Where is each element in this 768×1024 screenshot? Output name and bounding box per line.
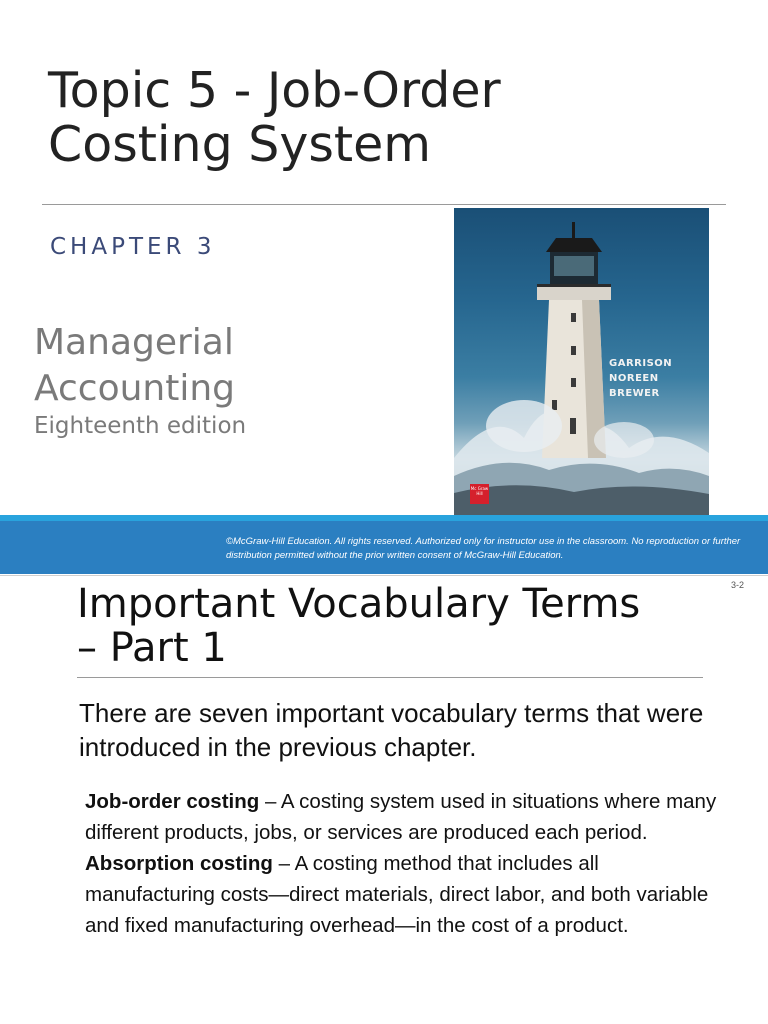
- copyright-banner: [0, 521, 768, 574]
- slide-title-line-1: Topic 5 - Job-Order: [48, 62, 501, 119]
- slide-heading-line-2: – Part 1: [77, 625, 227, 671]
- author-name: NOREEN: [609, 373, 659, 384]
- book-title-line-2: Accounting: [34, 368, 236, 409]
- copyright-notice: [226, 535, 756, 563]
- term-text: – A costing method that includes all manufacturing costs—direct materials, direct labor, and both variable and fixed manufacturing overhead—in the cost of a product.: [85, 852, 709, 937]
- slide-divider: [0, 575, 768, 576]
- intro-paragraph: There are seven important vocabulary terms that were introduced in the previous chapter.: [79, 698, 704, 762]
- edition-label: Eighteenth edition: [34, 413, 247, 439]
- slide-title: [48, 64, 608, 172]
- chapter-label: CHAPTER 3: [50, 234, 216, 260]
- term-name: Absorption costing: [85, 852, 273, 875]
- slide-title-line-2: Costing System: [48, 116, 432, 173]
- book-title-line-1: Managerial: [34, 322, 234, 363]
- term-name: Job-order costing: [85, 790, 260, 813]
- slide-number: 3-2: [731, 580, 745, 590]
- copyright-line-2: distribution permitted without the prior written consent of McGraw-Hill Education.: [226, 550, 564, 561]
- slide-heading: [77, 582, 717, 670]
- book-title: [34, 320, 235, 412]
- author-name: BREWER: [609, 388, 660, 399]
- heading-divider: [77, 677, 703, 678]
- vocabulary-terms: [85, 786, 725, 941]
- slide-heading-line-1: Important Vocabulary Terms: [77, 581, 641, 627]
- copyright-line-1: ©McGraw-Hill Education. All rights reserved. Authorized only for instructor use in the classroom. No reproduction or further: [226, 536, 741, 547]
- term-text: – A costing system used in situations where many different products, jobs, or services are produced each period.: [85, 790, 717, 844]
- author-name: GARRISON: [609, 358, 673, 369]
- book-authors: [609, 356, 672, 401]
- term-definition: [85, 786, 725, 848]
- term-definition: [85, 848, 725, 941]
- title-divider: [42, 204, 726, 205]
- book-cover-image: [454, 208, 709, 515]
- publisher-logo: Mc Graw Hill: [470, 484, 489, 504]
